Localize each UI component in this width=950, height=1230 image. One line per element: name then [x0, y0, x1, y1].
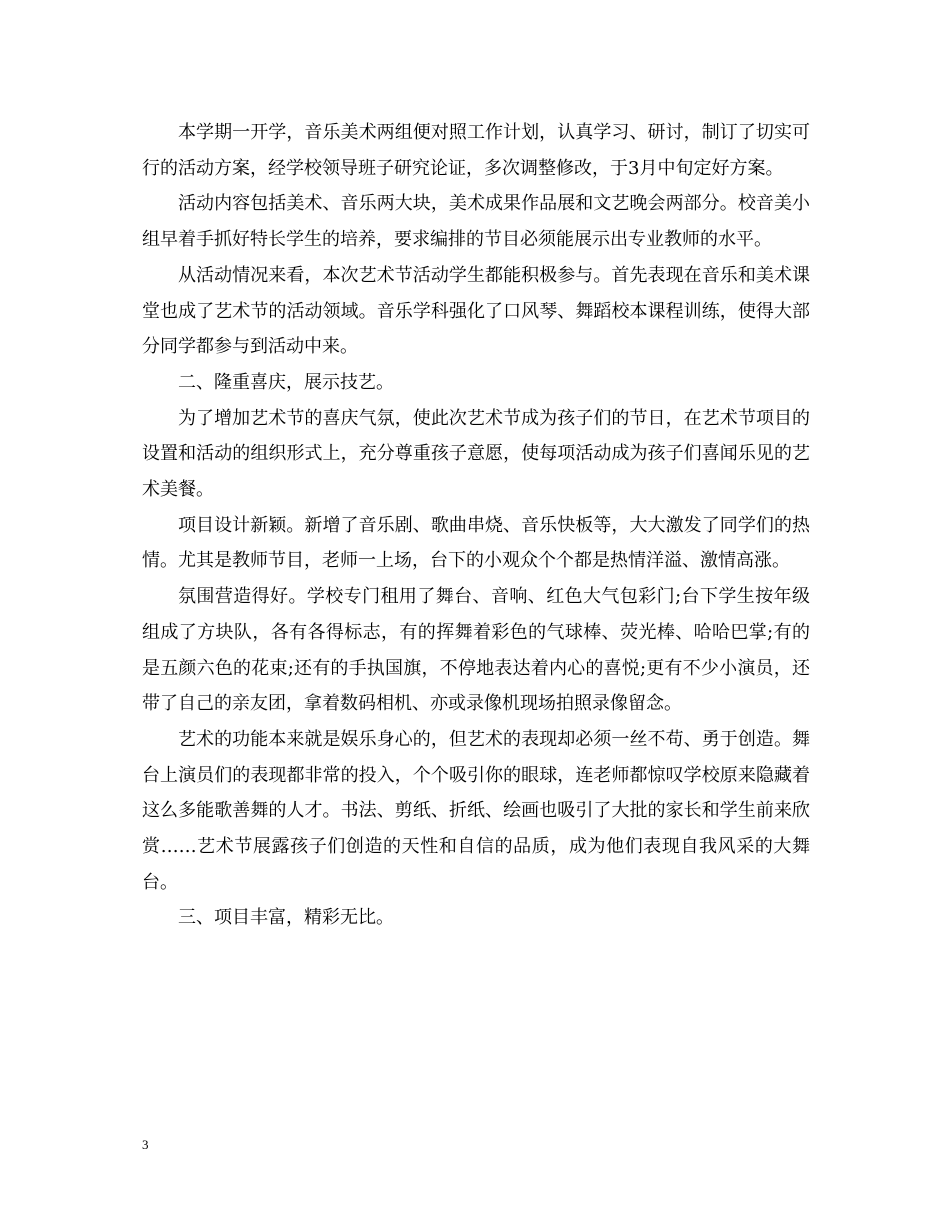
section-heading-2: 二、隆重喜庆，展示技艺。 — [178, 371, 394, 393]
paragraph-content: 活动内容包括美术、音乐两大块，美术成果作品展和文艺晚会两部分。校音美小组早着手抓好特长学生的培养，要求编排的节目必须能展示出专业教师的水平。 — [142, 193, 810, 251]
paragraph-novel-design: 项目设计新颖。新增了音乐剧、歌曲串烧、音乐快板等，大大激发了同学们的热情。尤其是教师节目，老师一上场，台下的小观众个个都是热情洋溢、激情高涨。 — [142, 514, 810, 572]
paragraph-participation: 从活动情况来看，本次艺术节活动学生都能积极参与。首先表现在音乐和美术课堂也成了艺术节的活动领域。音乐学科强化了口风琴、舞蹈校本课程训练，使得大部分同学都参与到活动中来。 — [142, 264, 810, 358]
section-heading-3: 三、项目丰富，精彩无比。 — [178, 907, 394, 929]
page-number: 3 — [142, 1137, 149, 1152]
document-body — [142, 115, 810, 936]
paragraph-festive: 为了增加艺术节的喜庆气氛，使此次艺术节成为孩子们的节日，在艺术节项目的设置和活动的组织形式上，充分尊重孩子意愿，使每项活动成为孩子们喜闻乐见的艺术美餐。 — [142, 407, 810, 501]
paragraph-art-function: 艺术的功能本来就是娱乐身心的，但艺术的表现却必须一丝不苟、勇于创造。舞台上演员们的表现都非常的投入，个个吸引你的眼球，连老师都惊叹学校原来隐藏着这么多能歌善舞的人才。书法、剪纸、折纸、绘画也吸引了大批的家长和学生前来欣赏……艺术节展露孩子们创造的天性和自信的品质，成为他们表现自我风采的大舞台。 — [142, 728, 810, 893]
paragraph-atmosphere: 氛围营造得好。学校专门租用了舞台、音响、红色大气包彩门;台下学生按年级组成了方块队，各有各得标志，有的挥舞着彩色的气球棒、荧光棒、哈哈巴掌;有的是五颜六色的花束;还有的手执国旗，不停地表达着内心的喜悦;更有不少小演员，还带了自己的亲友团，拿着数码相机、亦或录像机现场拍照录像留念。 — [142, 586, 810, 715]
paragraph-plan: 本学期一开学，音乐美术两组便对照工作计划，认真学习、研讨，制订了切实可行的活动方案，经学校领导班子研究论证，多次调整修改，于3月中旬定好方案。 — [142, 122, 810, 179]
